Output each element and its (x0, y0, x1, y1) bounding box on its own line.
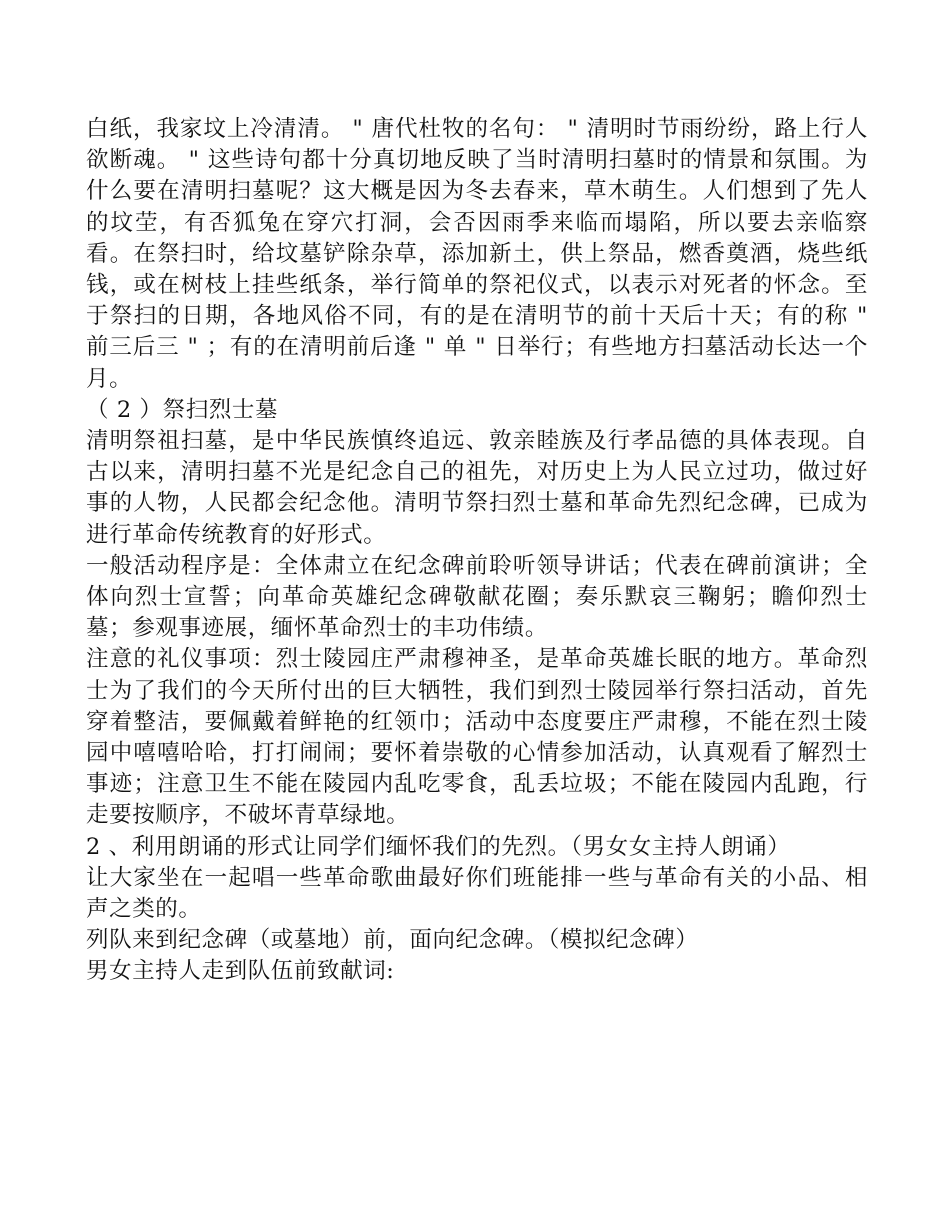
paragraph-etiquette-notes: 注意的礼仪事项：烈士陵园庄严肃穆神圣，是革命英雄长眠的地方。革命烈士为了我们的今天所付出的巨大牺牲，我们到烈士陵园举行祭扫活动，首先穿着整洁，要佩戴着鲜艳的红领巾；活动中态度要庄严肃穆，不能在烈士陵园中嘻嘻哈哈，打打闹闹；要怀着崇敬的心情参加活动，认真观看了解烈士事迹；注意卫生不能在陵园内乱吃零食，乱丢垃圾；不能在陵园内乱跑，行走要按顺序，不破坏青草绿地。 (86, 646, 868, 829)
section-heading-martyrs-tomb: （ 2 ）祭扫烈士墓 (86, 396, 279, 423)
paragraph-qingming-poems: 白纸，我家坟上冷清清。 " 唐代杜牧的名句： " 清明时节雨纷纷，路上行人欲断魂。 " 这些诗句都十分真切地反映了当时清明扫墓时的情景和氛围。为什么要在清明扫墓呢？这大概是因为冬去春来，草木萌生。人们想到了先人的坟茔，有否狐兔在穿穴打洞，会否因雨季来临而塌陷，所以要去亲临察看。在祭扫时，给坟墓铲除杂草，添加新土，供上祭品，燃香奠酒，烧些纸钱，或在树枝上挂些纸条，举行简单的祭祀仪式，以表示对死者的怀念。至于祭扫的日期，各地风俗不同，有的是在清明节的前十天后十天；有的称 " 前三后三 " ；有的在清明前后逢 " 单 " 日举行；有些地方扫墓活动长达一个月。 (86, 116, 868, 392)
paragraph-hosts-address: 男女主持人走到队伍前致献词: (86, 958, 395, 985)
paragraph-line-up: 列队来到纪念碑（或墓地）前，面向纪念碑。（模拟纪念碑） (86, 927, 699, 954)
document-body (86, 114, 868, 988)
paragraph-recitation: 2 、利用朗诵的形式让同学们缅怀我们的先烈。（男女女主持人朗诵） (86, 833, 791, 860)
paragraph-activity-procedure: 一般活动程序是：全体肃立在纪念碑前聆听领导讲话；代表在碑前演讲；全体向烈士宣誓；向革命英雄纪念碑敬献花圈；奏乐默哀三鞠躬；瞻仰烈士墓；参观事迹展，缅怀革命烈士的丰功伟绩。 (86, 552, 868, 642)
paragraph-songs: 让大家坐在一起唱一些革命歌曲最好你们班能排一些与革命有关的小品、相声之类的。 (86, 864, 868, 923)
paragraph-tomb-sweeping-tradition: 清明祭祖扫墓，是中华民族慎终追远、敦亲睦族及行孝品德的具体表现。自古以来，清明扫墓不光是纪念自己的祖先，对历史上为人民立过功，做过好事的人物，人民都会纪念他。清明节祭扫烈士墓和革命先烈纪念碑，已成为进行革命传统教育的好形式。 (86, 428, 868, 548)
